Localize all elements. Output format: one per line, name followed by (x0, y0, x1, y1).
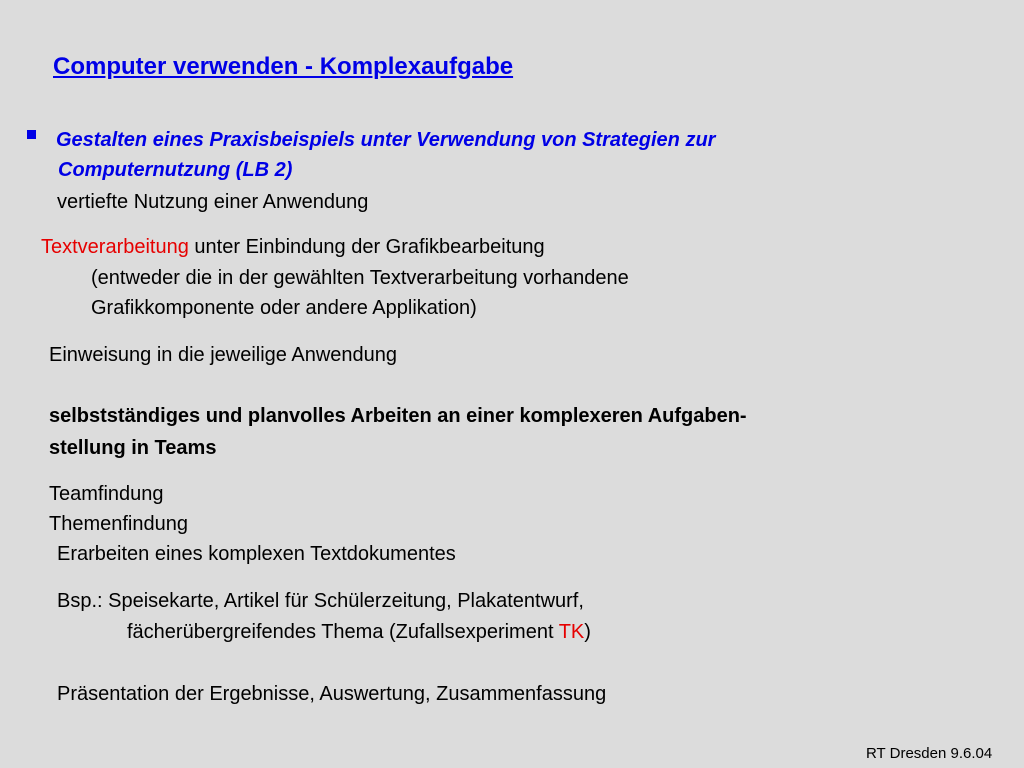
beispiel-line-2 (127, 621, 591, 644)
bold-block-line-2: stellung in Teams (49, 437, 217, 459)
bullet-line-1: Gestalten eines Praxisbeispiels unter Verwendung von Strategien zur (56, 129, 716, 151)
themenfindung-text: Themenfindung (49, 513, 188, 535)
beispiel-line-2-post: ) (584, 621, 591, 643)
erarbeiten-text: Erarbeiten eines komplexen Textdokumentes (57, 543, 456, 565)
beispiel-line-2-pre: fächerübergreifendes Thema (Zufallsexperiment (127, 621, 559, 643)
subtitle-text: vertiefte Nutzung einer Anwendung (57, 191, 369, 213)
textverarbeitung-line-2: (entweder die in der gewählten Textverarbeitung vorhandene (91, 267, 629, 289)
bullet-line-2: Computernutzung (LB 2) (58, 159, 293, 181)
textverarbeitung-line-3: Grafikkomponente oder andere Applikation) (91, 297, 477, 319)
textverarbeitung-highlight: Textverarbeitung (41, 236, 189, 258)
bold-block-line-1: selbstständiges und planvolles Arbeiten an einer komplexeren Aufgaben- (49, 405, 747, 427)
beispiel-tk-highlight: TK (558, 621, 585, 643)
square-bullet-icon (27, 130, 36, 139)
beispiel-line-1: Bsp.: Speisekarte, Artikel für Schülerzeitung, Plakatentwurf, (57, 590, 584, 612)
textverarbeitung-line-1 (41, 236, 545, 259)
praesentation-text: Präsentation der Ergebnisse, Auswertung, Zusammenfassung (57, 683, 607, 705)
footer-text: RT Dresden 9.6.04 (866, 745, 993, 762)
slide-title: Computer verwenden - Komplexaufgabe (53, 53, 514, 80)
textverarbeitung-rest: unter Einbindung der Grafikbearbeitung (188, 236, 545, 258)
teamfindung-text: Teamfindung (49, 483, 164, 505)
einweisung-text: Einweisung in die jeweilige Anwendung (49, 344, 398, 366)
